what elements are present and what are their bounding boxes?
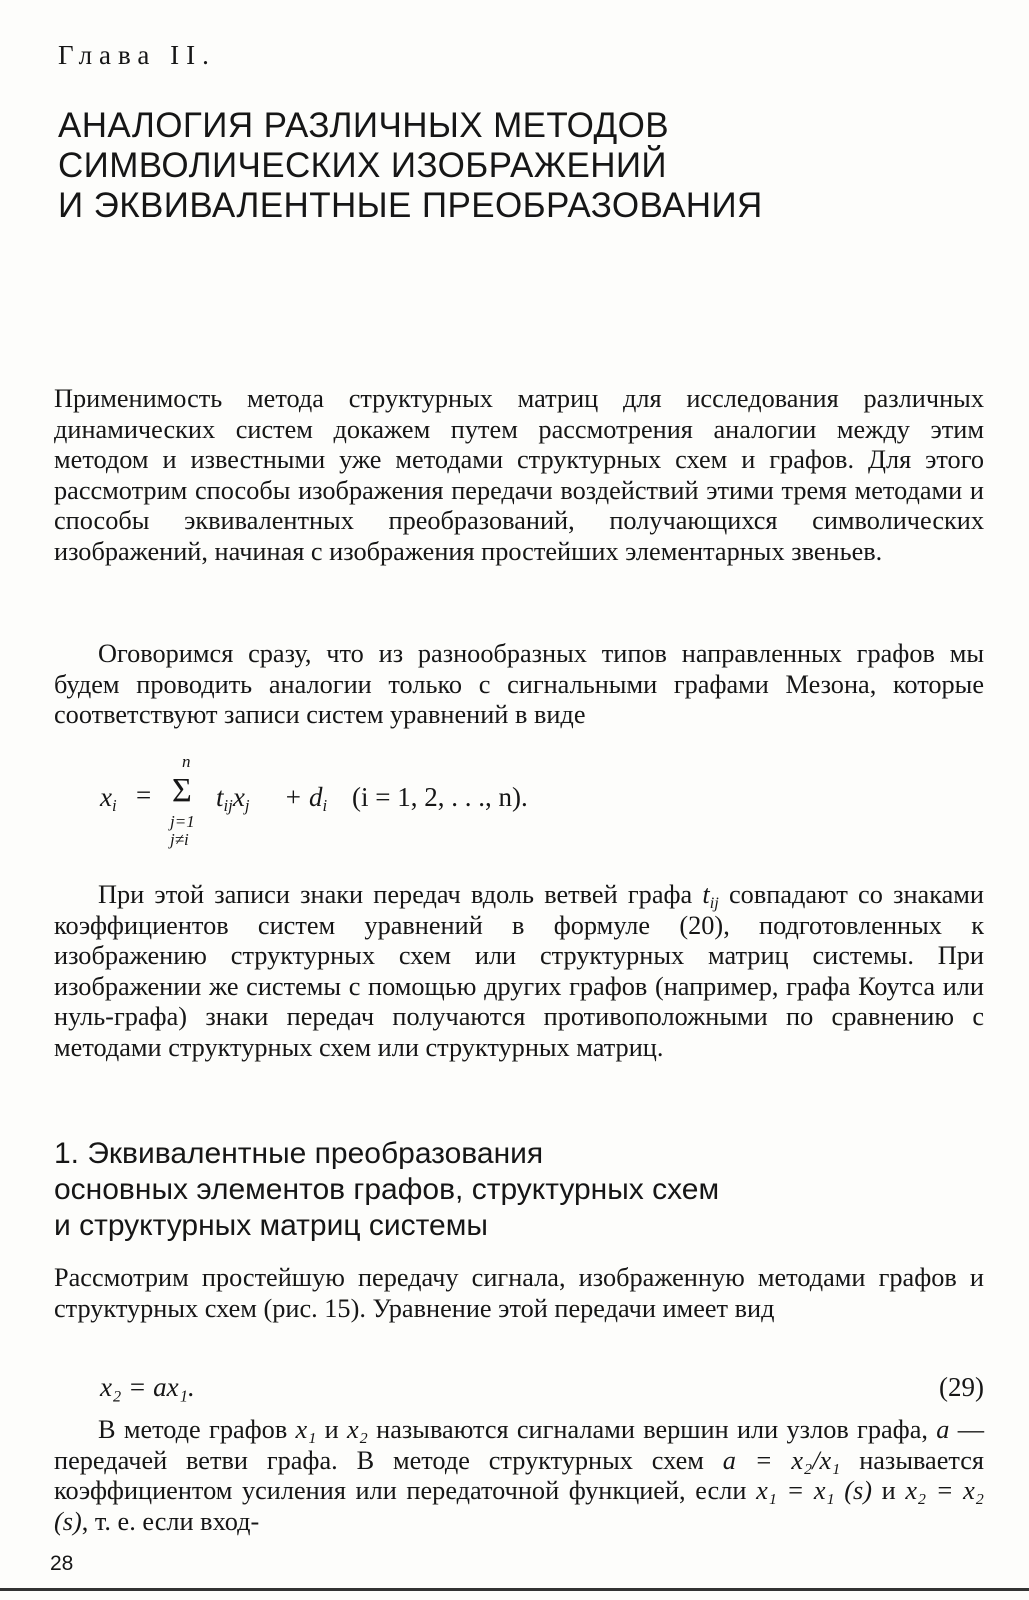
paragraph-signs xyxy=(54,880,984,1064)
paragraph-mason-graphs-text: Оговоримся сразу, что из разнообразных типов направленных графов мы будем проводить аналогии только с сигнальными графами Мезона, которые соответствуют записи систем уравнений в виде xyxy=(54,639,984,730)
chapter-label: Глава II. xyxy=(58,40,216,70)
para5-a: a xyxy=(936,1415,950,1444)
section-heading-line-1: 1. Эквивалентные преобразования xyxy=(54,1137,544,1170)
section-heading xyxy=(54,1136,984,1244)
chapter-title-line-3: И ЭКВИВАЛЕНТНЫЕ ПРЕОБРАЗОВАНИЯ xyxy=(58,186,763,225)
paragraph-signs-text-b: совпадают со знаками коэффициентов систем уравнений в формуле (20), подготовленных к изображению структурных схем или структурных матриц системы. При изображении же системы с помощью других графов (например, графа Коутса или нуль-графа) знаки передач получаются противоположными по сравнению с методами структурных схем или структурных матриц. xyxy=(54,880,984,1062)
formula-29-number: (29) xyxy=(939,1372,984,1402)
section-heading-line-3: и структурных матриц системы xyxy=(54,1209,488,1242)
formula-29-expression: x₂ = ax₁. xyxy=(100,1372,195,1402)
paragraph-signs-text-a: При этой записи знаки передач вдоль ветвей графа xyxy=(98,880,693,909)
formula-lhs: $x_i$ xyxy=(100,782,117,816)
para5-text-d: — передачей ветви графа. В методе структурных схем xyxy=(54,1415,984,1475)
paragraph-simple-transfer-text: Рассмотрим простейшую передачу сигнала, изображенную методами графов и структурных схем (рис. 15). Уравнение этой передачи имеет вид xyxy=(54,1263,984,1323)
chapter-title-line-1: АНАЛОГИЯ РАЗЛИЧНЫХ МЕТОДОВ xyxy=(58,106,669,145)
sum-formula xyxy=(100,752,700,856)
para5-ratio: a = x₂/x₁ xyxy=(722,1445,841,1475)
formula-equals: = xyxy=(136,780,152,810)
paragraph-mason-graphs xyxy=(54,639,984,731)
chapter-title-line-2: СИМВОЛИЧЕСКИХ ИЗОБРАЖЕНИЙ xyxy=(58,146,667,185)
paragraph-graph-method xyxy=(54,1415,984,1537)
page-bottom-edge xyxy=(0,1588,1029,1591)
formula-sum-lower-2: j≠i xyxy=(170,830,189,849)
para5-x1: x₁ xyxy=(295,1415,317,1444)
para5-text-e: называется коэффициентом усиления или передаточной функцией, если xyxy=(54,1445,984,1506)
para5-text-b: и xyxy=(324,1415,339,1444)
formula-condition: (i = 1, 2, . . ., n). xyxy=(352,782,528,812)
paragraph-intro xyxy=(54,384,984,568)
formula-sum-lower-1: j=1 xyxy=(170,812,195,831)
paragraph-simple-transfer xyxy=(54,1263,984,1324)
t-ij-symbol: $t_{ij}$ xyxy=(702,880,719,912)
para5-text-g: и xyxy=(881,1476,896,1506)
para5-x2: x₂ xyxy=(347,1415,368,1444)
para5-text-h: , т. е. если вход- xyxy=(81,1506,260,1536)
page-number: 28 xyxy=(50,1552,74,1575)
para5-text-a: В методе графов xyxy=(98,1415,288,1444)
section-heading-line-2: основных элементов графов, структурных схем xyxy=(54,1173,720,1206)
formula-sigma: Σ xyxy=(172,772,192,809)
formula-term: $t_{ij}x_j$ xyxy=(216,782,250,816)
para5-text-c: называются сигналами вершин или узлов графа, xyxy=(376,1415,928,1444)
formula-sum-upper: n xyxy=(182,752,191,771)
formula-plus-d: + $d_i$ xyxy=(284,782,328,816)
chapter-title xyxy=(58,106,988,226)
para5-x1-of-s: x₁ = x₁ (s) xyxy=(756,1476,873,1506)
para5-x2-of-s: x₂ = x₂ (s) xyxy=(54,1476,984,1536)
paragraph-intro-text: Применимость метода структурных матриц для исследования различных динамических систем докажем путем рассмотрения аналогии между этим методом и известными уже методами структурных схем и графов. Для этого рассмотрим способы изображения передачи воздействий этими тремя методами и способы эквивалентных преобразований, получающихся символических изображений, начиная с изображения простейших элементарных звеньев. xyxy=(54,384,984,566)
formula-29 xyxy=(100,1372,984,1406)
